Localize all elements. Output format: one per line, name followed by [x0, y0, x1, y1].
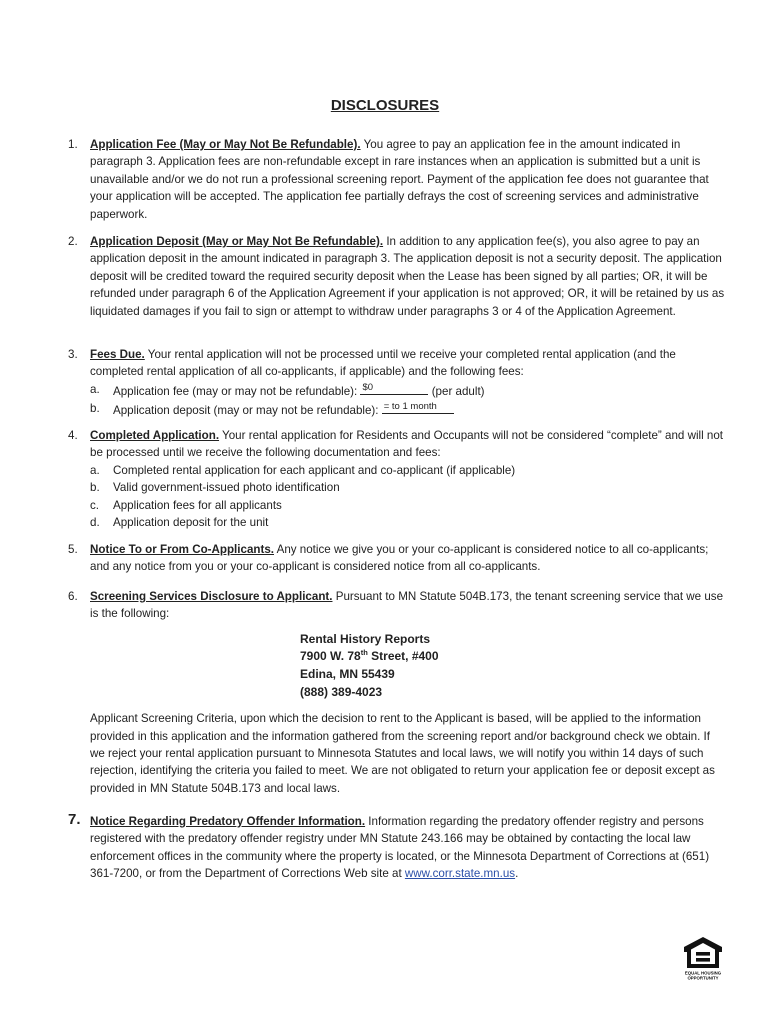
- fee-value: $0: [362, 381, 374, 393]
- disclosure-item-3: [68, 346, 728, 420]
- deposit-label: Application deposit (may or may not be refundable):: [113, 404, 382, 418]
- item-text: Any notice we give you or your co-applicant is considered notice to all co-applicants; and any notice from you or your co-applicant is considered notice from all co-applicants.: [90, 543, 709, 574]
- fee-label: Application fee (may or may not be refundable):: [113, 384, 361, 398]
- list-letter: b.: [90, 481, 100, 495]
- item-text: You agree to pay an application fee in the amount indicated in paragraph 3. Application fees are non-refundable except in rare instances when an application is submitted but a unit is unavailable and/or we do not run a professional screening report. Payment of the application fee does not guarantee that your application will be accepted. The application fee partially defrays the cost of screening services and administrative paperwork.: [90, 138, 709, 221]
- list-letter: a.: [90, 463, 100, 477]
- logo-line-1: EQUAL HOUSING: [684, 970, 722, 976]
- disclosure-item-5: [68, 541, 728, 576]
- list-letter: c.: [90, 498, 100, 512]
- item-heading: Application Fee (May or May Not Be Refundable).: [90, 138, 361, 151]
- screening-service-address: [300, 631, 728, 701]
- list-item: [90, 479, 728, 496]
- list-item: [90, 497, 728, 514]
- item-heading: Application Deposit (May or May Not Be Refundable).: [90, 235, 384, 248]
- equal-housing-opportunity-icon: [682, 935, 724, 981]
- item-number: 5.: [68, 543, 78, 556]
- item-text: Information regarding the predatory offender registry and persons registered with the predatory offender registry under MN Statute 243.166 may be obtained by contacting the local law enforcement offices in the community where the property is located, or the Minnesota Department of Corrections at (651) 361-7200, or from the Department of Corrections Web site at: [90, 815, 710, 881]
- fee-suffix: (per adult): [428, 384, 485, 398]
- list-letter: b.: [90, 402, 100, 416]
- list-text: Completed rental application for each applicant and co-applicant (if applicable): [113, 463, 516, 477]
- item-number: 4.: [68, 429, 78, 442]
- list-item: [90, 514, 728, 531]
- item-number: 7.: [68, 811, 81, 828]
- item-number: 1.: [68, 138, 78, 151]
- item-heading: Fees Due.: [90, 348, 145, 361]
- item-heading: Notice To or From Co-Applicants.: [90, 543, 274, 556]
- item-heading: Screening Services Disclosure to Applicant.: [90, 590, 333, 603]
- fee-field[interactable]: [360, 381, 428, 395]
- logo-line-2: OPPORTUNITY: [687, 975, 719, 981]
- disclosure-item-4: [68, 427, 728, 531]
- deposit-field[interactable]: [382, 400, 454, 414]
- screening-criteria-text: Applicant Screening Criteria, upon which the decision to rent to the Applicant is based, will be applied to the information provided in this application and the information gathered from the screening report and/or background check we obtain. If we reject your rental application pursuant to Minnesota Statutes and local laws, we will notify you within 14 days of such rejection, identifying the criteria you failed to meet. We are not obligated to return your application fee or deposit except as provided in MN Statute 504B.173 and local laws.: [90, 712, 715, 795]
- item-heading: Completed Application.: [90, 429, 220, 442]
- disclosure-item-1: [68, 136, 728, 223]
- list-letter: a.: [90, 382, 100, 396]
- item-text: In addition to any application fee(s), you also agree to pay an application deposit in the amount indicated in paragraph 3. The application deposit is not a security deposit. The application deposit will be credited toward the required security deposit when the Lease has been signed by all parties; OR, it will be refunded under paragraph 6 of the Application Agreement if your application is not approved; OR, it will be retained by us as liquidated damages if you fail to sign or attempt to withdraw under paragraphs 3 or 4 of the Application Agreement.: [90, 235, 725, 318]
- item-number: 2.: [68, 235, 78, 248]
- list-text: Valid government-issued photo identification: [113, 481, 340, 495]
- address-phone: (888) 389-4023: [300, 684, 383, 699]
- address-city: Edina, MN 55439: [300, 667, 395, 681]
- disclosure-item-7: 7. Notice Regarding Predatory Offender Information. Information regarding the predatory offender registry and persons registered with the predatory offender registry under MN Statute 243.166 may be obtained by contacting the local law enforcement offices in the community where the property is located, or the Minnesota Department of Corrections at (651) 361-7200, or from the Department of Corrections Web site at www.corr.state.mn.us.: [68, 811, 710, 881]
- item-heading: Notice Regarding Predatory Offender Information.: [90, 815, 366, 828]
- item-text: Your rental application for Residents and Occupants will not be considered “complete” and will not be processed until we receive the following documentation and fees:: [90, 429, 724, 460]
- item-number: 3.: [68, 348, 78, 361]
- list-text: Application deposit for the unit: [113, 516, 269, 530]
- list-item: [90, 462, 728, 479]
- list-letter: d.: [90, 516, 100, 530]
- disclosure-item-6: [68, 588, 728, 797]
- item-text: Pursuant to MN Statute 504B.173, the tenant screening service that we use is the following:: [90, 590, 724, 621]
- page-title: DISCLOSURES: [330, 97, 440, 114]
- deposit-value: = to 1 month: [383, 401, 437, 413]
- deposit-line: [90, 400, 728, 419]
- address-name: Rental History Reports: [300, 631, 431, 646]
- corrections-website-link[interactable]: www.corr.state.mn.us: [404, 867, 516, 881]
- item-text: Your rental application will not be processed until we receive your completed rental application (and the completed rental application of all co-applicants, if applicable) and the following fees:: [90, 348, 676, 379]
- list-text: Application fees for all applicants: [113, 498, 282, 512]
- disclosure-item-2: [68, 233, 728, 320]
- address-street: 7900 W. 78th Street, #400: [300, 648, 439, 664]
- item-number: 6.: [68, 590, 78, 603]
